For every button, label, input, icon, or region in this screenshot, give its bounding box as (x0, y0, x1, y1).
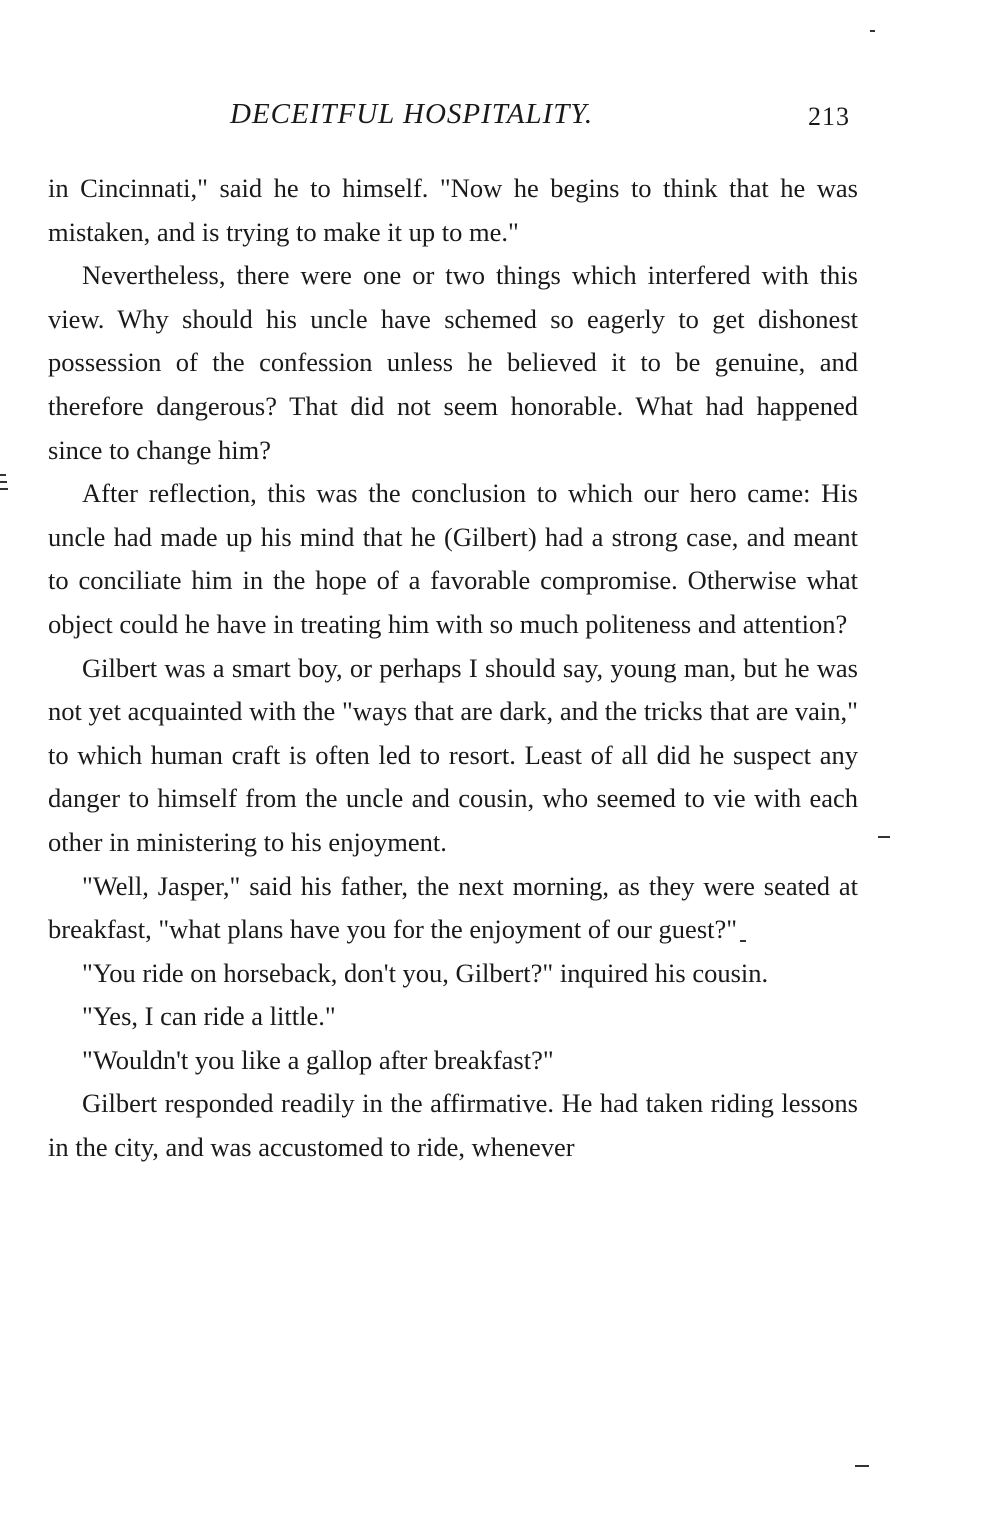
scan-mark (740, 940, 746, 942)
scan-mark (0, 481, 7, 483)
paragraph-7: "Yes, I can ride a little." (82, 1001, 336, 1032)
paragraph-8: "Wouldn't you like a gallop after breakfast?" (82, 1044, 554, 1075)
running-title: DECEITFUL HOSPITALITY. (230, 98, 594, 130)
scan-mark (878, 836, 890, 838)
page-body (48, 167, 858, 1170)
scan-mark (0, 474, 6, 476)
running-header (0, 98, 988, 138)
paragraph-3: After reflection, this was the conclusion to which our hero came: His uncle had made up his mind that he (Gilbert) had a strong case, and meant to conciliate him in the hope of a favorable compromise. Otherwise what object could he have in treating him with so much politeness and attention? (48, 478, 858, 639)
paragraph-2: Nevertheless, there were one or two things which interfered with this view. Why should his uncle have schemed so eagerly to get dishonest possession of the confession unless he believed it to be genuine, and therefore dangerous? That did not seem honorable. What had happened since to change him? (48, 260, 858, 465)
scan-mark (855, 1465, 869, 1467)
scan-mark (0, 488, 8, 490)
page-number: 213 (808, 102, 850, 131)
paragraph-4: Gilbert was a smart boy, or perhaps I should say, young man, but he was not yet acquainted with the "ways that are dark, and the tricks that are vain," to which human craft is often led to resort. Least of all did he suspect any danger to himself from the uncle and cousin, who seemed to vie with each other in ministering to his enjoyment. (48, 652, 858, 857)
paragraph-5: "Well, Jasper," said his father, the next morning, as they were seated at breakfast, "what plans have you for the enjoyment of our guest?" (48, 870, 858, 945)
paragraph-6: "You ride on horseback, don't you, Gilbert?" inquired his cousin. (82, 957, 769, 988)
scan-mark (870, 30, 875, 32)
paragraph-9: Gilbert responded readily in the affirmative. He had taken riding lessons in the city, and was accustomed to ride, whenever (48, 1088, 858, 1163)
paragraph-1: in Cincinnati," said he to himself. "Now he begins to think that he was mistaken, and is trying to make it up to me." (48, 173, 858, 247)
